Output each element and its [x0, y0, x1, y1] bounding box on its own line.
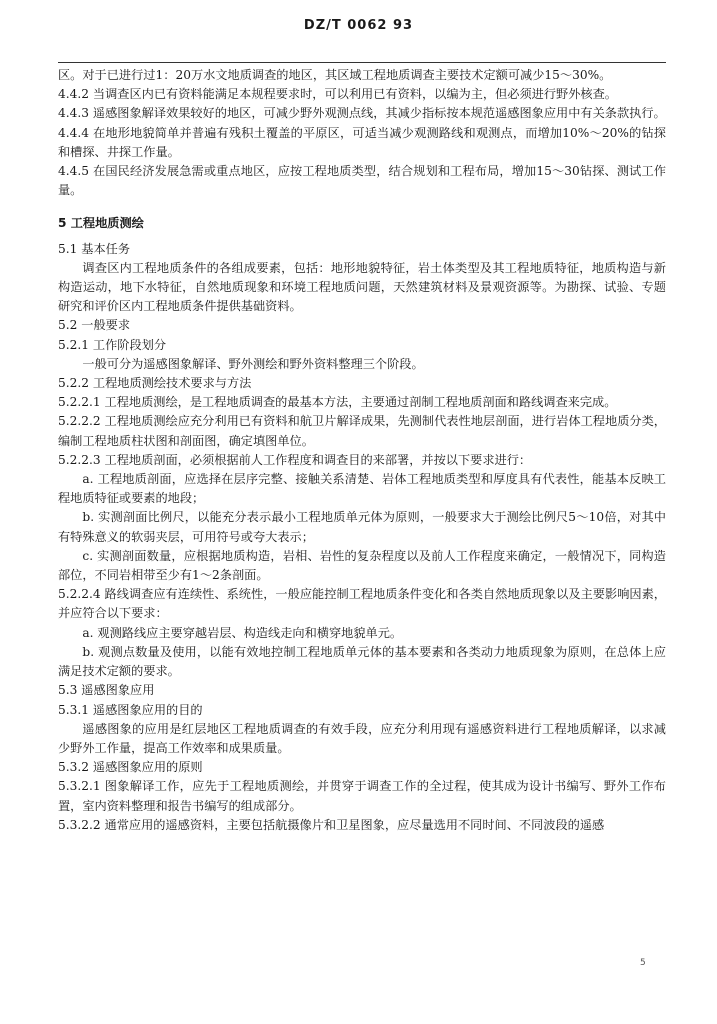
list-item-b: b. 实测剖面比例尺，以能充分表示最小工程地质单元体为原则，一般要求大于测绘比例尺5～10倍，对其中有特殊意义的软弱夹层，可用符号或夸大表示； — [58, 510, 666, 544]
page-header: DZ/T 0062 93 — [303, 18, 414, 33]
list-item-a: a. 观测路线应主要穿越岩层、构造线走向和横穿地貌单元。 — [82, 625, 403, 640]
paragraph: 一般可分为遥感图象解译、野外测绘和野外资料整理三个阶段。 — [82, 356, 424, 371]
clause-5-2-2-1: 5.2.2.1 工程地质测绘，是工程地质调查的最基本方法，主要通过剖制工程地质剖面和路线调查来完成。 — [58, 395, 617, 410]
clause-5-2: 5.2 一般要求 — [58, 318, 131, 333]
list-item-c: c. 实测剖面数量，应根据地质构造，岩相、岩性的复杂程度以及前人工作程度来确定，一般情况下，同构造部位，不同岩相带至少有1～2条剖面。 — [58, 548, 666, 583]
clause-5-3: 5.3 遥感图象应用 — [58, 683, 155, 698]
clause-5-2-2-4: 5.2.2.4 路线调查应有连续性、系统性，一般应能控制工程地质条件变化和各类自然地质现象以及主要影响因素，并应符合以下要求： — [58, 587, 666, 621]
header-rule — [58, 62, 666, 63]
clause-5-3-2-1: 5.3.2.1 图象解译工作，应先于工程地质测绘，并贯穿于调查工作的全过程，使其成为设计书编写、野外工作布置，室内资料整理和报告书编写的组成部分。 — [58, 779, 666, 813]
paragraph: 区。对于已进行过1：20万水文地质调查的地区，其区域工程地质调查主要技术定额可减少15～30%。 — [58, 68, 612, 82]
clause-5-3-2: 5.3.2 遥感图象应用的原则 — [58, 760, 203, 775]
list-item-a: a. 工程地质剖面，应选择在层序完整、接触关系清楚、岩体工程地质类型和厚度具有代表性，能基本反映工程地质特征或要素的地段； — [58, 472, 666, 506]
document-body — [58, 66, 666, 835]
clause-5-3-2-2: 5.3.2.2 通常应用的遥感资料，主要包括航摄像片和卫星图象，应尽量选用不同时间、不同波段的遥感 — [58, 817, 605, 832]
clause-4-4-2: 4.4.2 当调查区内已有资料能满足本规程要求时，可以利用已有资料，以编为主，但必须进行野外核查。 — [58, 87, 617, 102]
clause-4-4-4: 4.4.4 在地形地貌简单并普遍有残积土覆盖的平原区，可适当减少观测路线和观测点，而增加10%～20%的钻探和槽探、井探工作量。 — [58, 125, 666, 159]
page-number: 5 — [640, 958, 646, 968]
section-5-heading: 5 工程地质测绘 — [58, 216, 144, 231]
clause-5-1: 5.1 基本任务 — [58, 241, 131, 256]
paragraph: 遥感图象的应用是红层地区工程地质调查的有效手段，应充分利用现有遥感资料进行工程地质解译，以求减少野外工作量，提高工作效率和成果质量。 — [58, 721, 666, 755]
clause-5-3-1: 5.3.1 遥感图象应用的目的 — [58, 702, 203, 717]
clause-5-2-2-3: 5.2.2.3 工程地质剖面，必须根据前人工作程度和调查目的来部署，并按以下要求进行： — [58, 452, 532, 467]
paragraph: 调查区内工程地质条件的各组成要素，包括：地形地貌特征，岩土体类型及其工程地质特征，地质构造与新构造运动，地下水特征，自然地质现象和环境工程地质问题，天然建筑材料及景观资源等。为勘探、试验、专题研究和评价区内工程地质条件提供基础资料。 — [58, 260, 666, 314]
list-item-b: b. 观测点数量及使用，以能有效地控制工程地质单元体的基本要素和各类动力地质现象为原则，在总体上应满足技术定额的要求。 — [58, 644, 666, 679]
clause-5-2-2: 5.2.2 工程地质测绘技术要求与方法 — [58, 376, 252, 391]
clause-5-2-1: 5.2.1 工作阶段划分 — [58, 337, 167, 352]
clause-4-4-5: 4.4.5 在国民经济发展急需或重点地区，应按工程地质类型，结合规划和工程布局，增加15～30钻探、测试工作量。 — [58, 164, 666, 198]
clause-5-2-2-2: 5.2.2.2 工程地质测绘应充分利用已有资料和航卫片解译成果，先测制代表性地层剖面，进行岩体工程地质分类，编制工程地质柱状图和剖面图，确定填图单位。 — [58, 414, 666, 448]
clause-4-4-3: 4.4.3 遥感图象解译效果较好的地区，可减少野外观测点线，其减少指标按本规范遥感图象应用中有关条款执行。 — [58, 106, 666, 121]
